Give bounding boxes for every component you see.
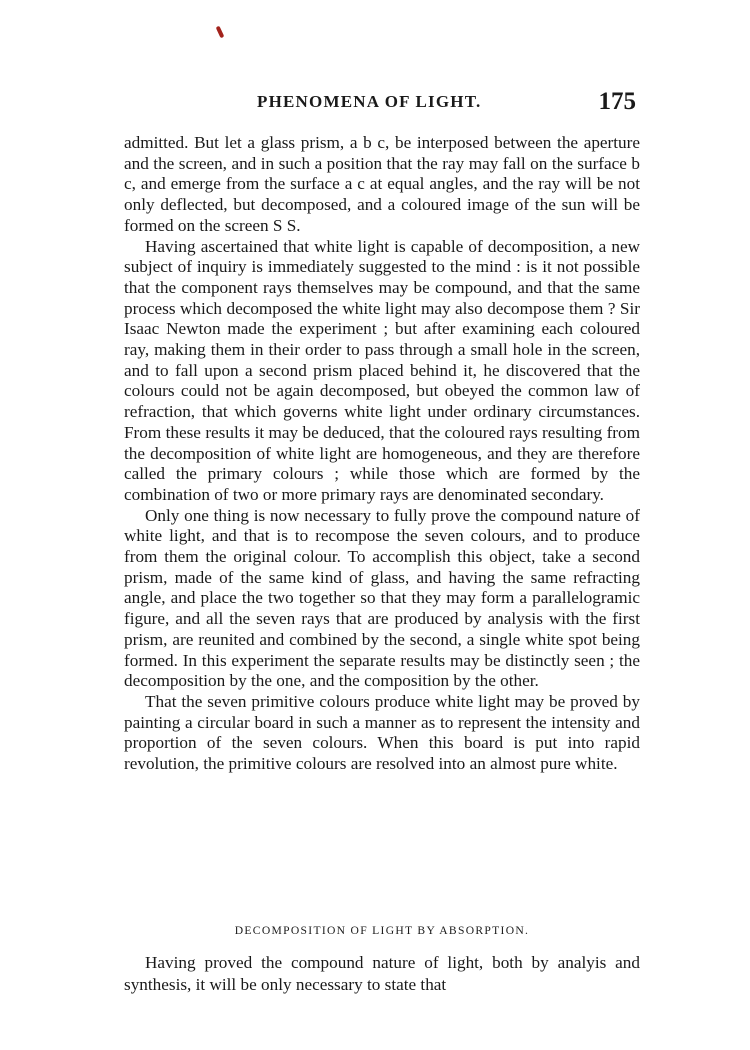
section-heading: DECOMPOSITION OF LIGHT BY ABSORPTION. <box>234 924 530 937</box>
page-number: 175 <box>598 88 636 115</box>
running-title: PHENOMENA OF LIGHT. <box>257 92 482 111</box>
paragraph-continuation: admitted. But let a glass prism, a b c, be interposed between the aperture and the screen, and in such a position that the ray may fall on the surface b c, and emerge from the surface a c at equal angles, and the ray will be not only deflected, but decomposed, and a coloured image of the sun will be formed on the screen S S. <box>124 133 640 235</box>
body-text <box>124 133 640 775</box>
paragraph-recomposition: Only one thing is now necessary to fully prove the compound nature of white light, and that is to recompose the seven colours, and to produce from them the original colour. To accomplish this object, take a second prism, made of the same kind of glass, and having the same refracting angle, and place the two together so that they may form a parallelogramic figure, and all the seven rays that are produced by analysis with the first prism, are reunited and combined by the second, a single white spot being formed. In this experiment the separate results may be distinctly seen ; the decomposition by the one, and the composition by the other. <box>124 505 640 691</box>
paragraph-circular-board: That the seven primitive colours produce white light may be proved by painting a circular board in such a manner as to represent the intensity and proportion of the seven colours. When this board is put into rapid revolution, the primitive colours are resolved into an almost pure white. <box>124 691 640 774</box>
ink-speck-mark <box>216 26 225 39</box>
final-text <box>124 952 640 996</box>
page-header <box>124 88 638 118</box>
paragraph-decomposition: Having ascertained that white light is capable of decomposition, a new subject of inquiry is immediately suggested to the mind : is it not possible that the component rays themselves may be compound, and that the same process which decomposed the white light may also decompose them ? Sir Isaac Newton made the experiment ; but after examining each coloured ray, making them in their order to pass through a small hole in the screen, and to fall upon a second prism placed behind it, he discovered that the colours could not be again decomposed, but obeyed the common law of refraction, that which governs white light under ordinary circumstances. From these results it may be deduced, that the coloured rays resulting from the decomposition of white light are homogeneous, and they are therefore called the primary colours ; while those which are formed by the combination of two or more primary rays are denominated secondary. <box>124 236 640 504</box>
paragraph-absorption: Having proved the compound nature of light, both by analyis and synthesis, it will be only necessary to state that <box>124 953 640 994</box>
